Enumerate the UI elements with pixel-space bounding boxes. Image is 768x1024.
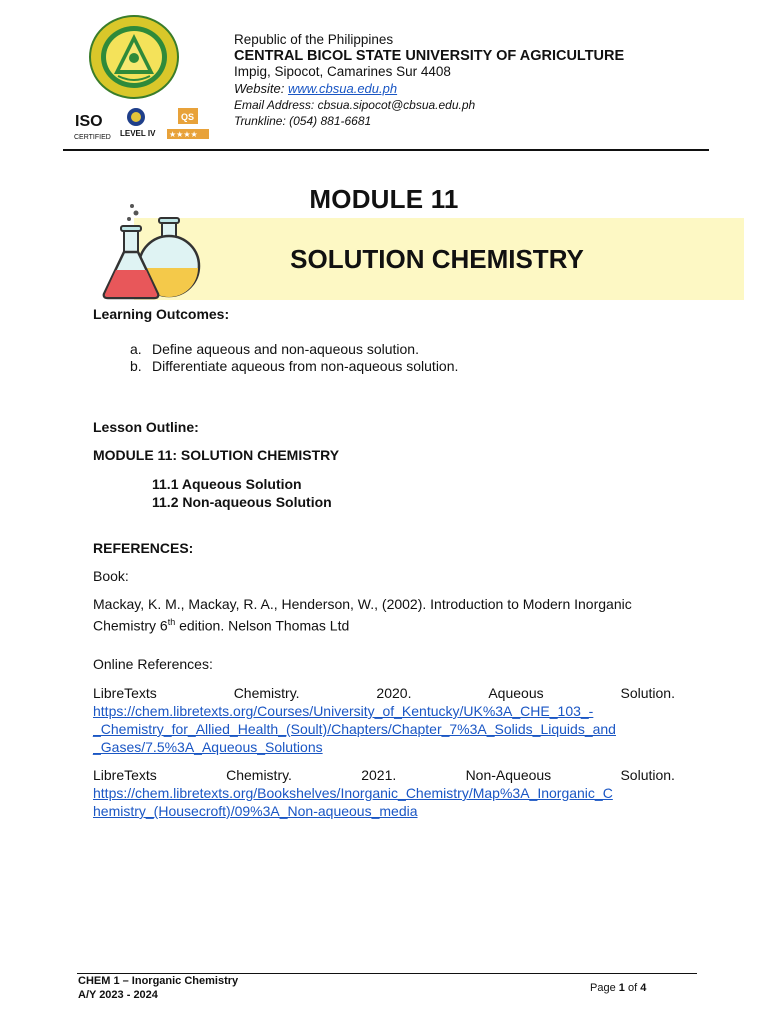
- outline-module-line: MODULE 11: SOLUTION CHEMISTRY: [93, 447, 340, 463]
- citation-word: 2021.: [361, 767, 397, 783]
- online-reference-2: [93, 766, 675, 820]
- page-label: Page: [590, 982, 616, 994]
- citation-word: Solution.: [620, 767, 675, 783]
- book-publisher-part: edition. Nelson Thomas Ltd: [175, 617, 350, 634]
- reference-link[interactable]: _Gases/7.5%3A_Aqueous_Solutions: [93, 739, 323, 755]
- citation-word: LibreTexts: [93, 685, 157, 701]
- citation-line: [93, 766, 675, 784]
- reference-link[interactable]: _Chemistry_for_Allied_Health_(Soult)/Chapters/Chapter_7%3A_Solids_Liquids_and: [93, 721, 616, 737]
- accreditation-badges: [73, 106, 213, 144]
- svg-text:★★★★: ★★★★: [169, 130, 198, 139]
- svg-text:LEVEL IV: LEVEL IV: [120, 129, 156, 138]
- reference-link[interactable]: hemistry_(Housecroft)/09%3A_Non-aqueous_media: [93, 803, 418, 819]
- outline-topics: [152, 475, 332, 511]
- university-name: CENTRAL BICOL STATE UNIVERSITY OF AGRICULTURE: [234, 48, 625, 65]
- svg-text:CERTIFIED: CERTIFIED: [74, 134, 111, 141]
- list-item: [130, 358, 458, 375]
- footer-course-info: [78, 975, 238, 1002]
- chemistry-flasks-icon: [96, 198, 208, 302]
- citation-word: Chemistry.: [226, 767, 292, 783]
- book-reference-line: Mackay, K. M., Mackay, R. A., Henderson, W., (2002). Introduction to Modern Inorganic: [93, 596, 632, 612]
- outline-topic: 11.2 Non-aqueous Solution: [152, 494, 332, 510]
- address-line: Impig, Sipocot, Camarines Sur 4408: [234, 64, 451, 80]
- page-of: of: [627, 982, 638, 994]
- reference-link[interactable]: https://chem.libretexts.org/Bookshelves/Inorganic_Chemistry/Map%3A_Inorganic_C: [93, 785, 613, 801]
- citation-word: Aqueous: [488, 685, 544, 701]
- list-item-text: Define aqueous and non-aqueous solution.: [152, 341, 419, 357]
- citation-word: Chemistry.: [233, 685, 300, 701]
- university-header: [234, 32, 624, 129]
- university-seal-logo: [88, 14, 180, 100]
- citation-line: [93, 684, 675, 702]
- list-item: [130, 341, 458, 358]
- footer-course: CHEM 1 – Inorganic Chemistry: [78, 975, 239, 987]
- lesson-outline-heading: Lesson Outline:: [93, 419, 199, 435]
- reference-link[interactable]: https://chem.libretexts.org/Courses/University_of_Kentucky/UK%3A_CHE_103_-: [93, 703, 594, 719]
- page-total: 4: [640, 982, 647, 994]
- edition-superscript: th: [167, 617, 176, 627]
- list-item-text: Differentiate aqueous from non-aqueous solution.: [152, 358, 459, 374]
- module-title: MODULE 11: [309, 184, 459, 214]
- online-references-label: Online References:: [93, 656, 213, 672]
- header-divider: [63, 149, 709, 151]
- citation-word: LibreTexts: [93, 767, 157, 783]
- list-marker: a.: [130, 341, 142, 357]
- country-line: Republic of the Philippines: [234, 32, 394, 47]
- book-reference: [93, 595, 675, 635]
- subject-title: SOLUTION CHEMISTRY: [290, 244, 584, 274]
- website-link[interactable]: www.cbsua.edu.ph: [287, 80, 398, 96]
- website-line: [234, 81, 624, 97]
- page-current: 1: [618, 982, 625, 994]
- citation-word: 2020.: [376, 685, 412, 701]
- learning-outcomes-list: [130, 341, 458, 375]
- online-reference-1: [93, 684, 675, 756]
- outline-topic: 11.1 Aqueous Solution: [152, 476, 302, 492]
- book-title-part: Chemistry 6: [93, 617, 168, 634]
- list-marker: b.: [130, 358, 142, 374]
- references-heading: REFERENCES:: [93, 540, 194, 556]
- svg-text:QS: QS: [181, 112, 195, 122]
- learning-outcomes-heading: Learning Outcomes:: [93, 306, 230, 322]
- page-number: [590, 982, 646, 994]
- book-label: Book:: [93, 568, 129, 584]
- footer-year: A/Y 2023 - 2024: [78, 988, 158, 1001]
- citation-word: Solution.: [620, 685, 675, 701]
- svg-text:ISO: ISO: [75, 113, 103, 130]
- website-label: Website:: [234, 80, 285, 96]
- trunkline-line: Trunkline: (054) 881-6681: [234, 114, 372, 129]
- email-line: Email Address: cbsua.sipocot@cbsua.edu.ph: [234, 97, 476, 112]
- footer-divider: [77, 973, 697, 974]
- citation-word: Non-Aqueous: [465, 767, 552, 783]
- book-reference-line: [93, 613, 675, 635]
